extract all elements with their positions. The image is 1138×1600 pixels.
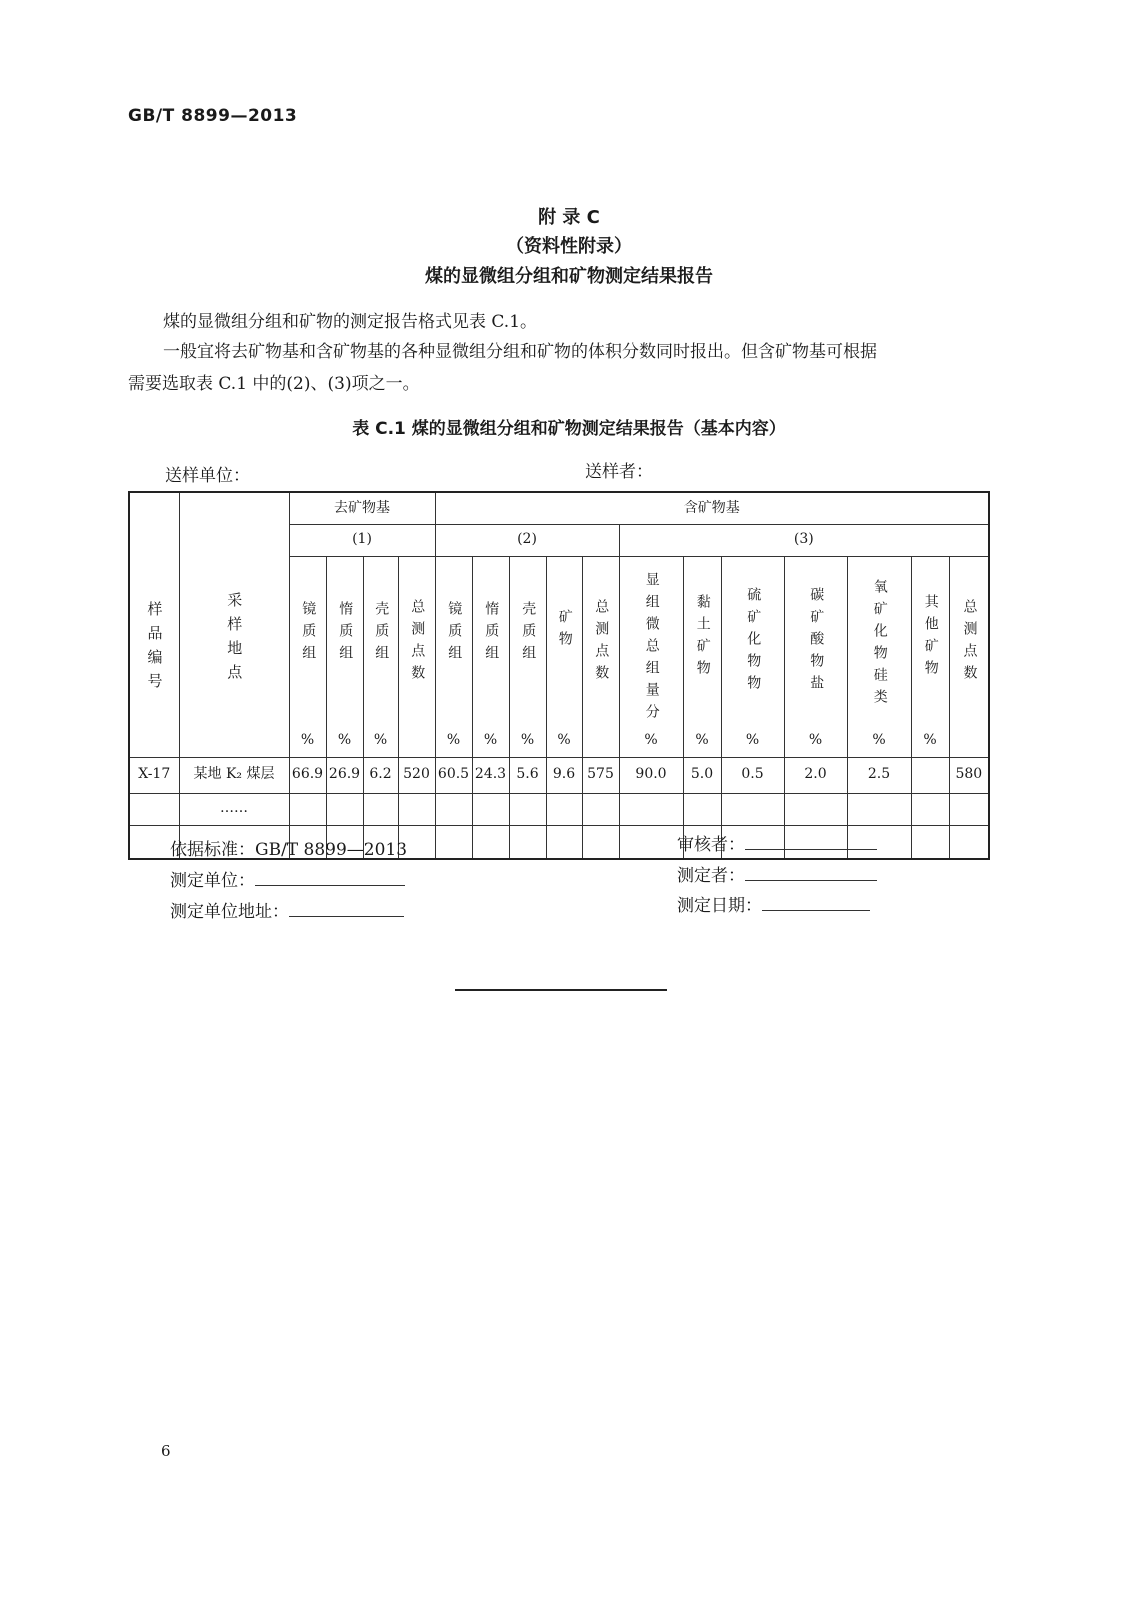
value-cell: 90.0	[619, 757, 683, 793]
paragraph-3: 需要选取表 C.1 中的(2)、(3)项之一。	[128, 374, 420, 394]
test-date-blank	[762, 896, 870, 911]
table-row	[129, 793, 989, 825]
column-header: 硫矿化物物 %	[721, 556, 784, 757]
value-cell	[847, 793, 911, 825]
sub-header-1: (1)	[289, 524, 435, 556]
value-cell	[619, 825, 683, 859]
value-cell: 2.0	[784, 757, 847, 793]
value-cell	[326, 793, 363, 825]
tester-blank	[745, 866, 877, 881]
end-rule	[455, 989, 667, 991]
value-cell	[289, 793, 326, 825]
value-cell	[398, 793, 435, 825]
sender-unit-label: 送样单位：	[165, 466, 250, 486]
value-cell: 520	[398, 757, 435, 793]
test-address-line	[170, 897, 404, 922]
value-cell	[435, 793, 472, 825]
value-cell	[546, 793, 582, 825]
reviewer-blank	[745, 835, 877, 850]
value-cell: 0.5	[721, 757, 784, 793]
value-cell: 60.5	[435, 757, 472, 793]
table-caption: 表 C.1 煤的显微组分组和矿物测定结果报告（基本内容）	[352, 419, 786, 439]
column-header: 矿物 %	[546, 556, 582, 757]
column-header: 总测点数	[398, 556, 435, 757]
sample-no-header: 样品编号	[129, 492, 179, 757]
column-header: 碳矿酸物盐 %	[784, 556, 847, 757]
table-row	[129, 757, 989, 793]
value-cell	[363, 793, 398, 825]
test-unit-blank	[255, 871, 405, 886]
value-cell	[721, 793, 784, 825]
test-unit-line	[170, 866, 405, 891]
column-header: 惰质组 %	[472, 556, 509, 757]
tester-line	[677, 861, 877, 886]
value-cell: 5.6	[509, 757, 546, 793]
test-address-label: 测定单位地址：	[170, 902, 289, 922]
value-cell	[472, 793, 509, 825]
column-header: 镜质组 %	[435, 556, 472, 757]
value-cell: 6.2	[363, 757, 398, 793]
value-cell	[472, 825, 509, 859]
location-header: 采样地点	[179, 492, 289, 757]
test-unit-label: 测定单位：	[170, 871, 255, 891]
value-cell	[949, 793, 989, 825]
value-cell: 2.5	[847, 757, 911, 793]
basis-standard: 依据标准：GB/T 8899—2013	[170, 840, 408, 860]
test-address-blank	[289, 902, 404, 917]
value-cell: 24.3	[472, 757, 509, 793]
value-cell: 575	[582, 757, 619, 793]
value-cell	[509, 825, 546, 859]
test-date-line	[677, 891, 870, 916]
sub-header-2: (2)	[435, 524, 619, 556]
value-cell: 66.9	[289, 757, 326, 793]
value-cell	[435, 825, 472, 859]
location-cell: ……	[179, 793, 289, 825]
column-header: 镜质组 %	[289, 556, 326, 757]
value-cell: 580	[949, 757, 989, 793]
tester-label: 测定者：	[677, 866, 745, 886]
test-date-label: 测定日期：	[677, 896, 762, 916]
standard-number: GB/T 8899—2013	[128, 106, 298, 126]
value-cell	[546, 825, 582, 859]
appendix-title: 附 录 C	[538, 207, 600, 228]
location-cell: 某地 K₂ 煤层	[179, 757, 289, 793]
sender-label: 送样者：	[585, 462, 653, 482]
column-header: 总测点数	[582, 556, 619, 757]
sub-header-3: (3)	[619, 524, 989, 556]
reviewer-label: 审核者：	[677, 835, 745, 855]
column-header: 显组微总组量分 %	[619, 556, 683, 757]
value-cell: 26.9	[326, 757, 363, 793]
column-header: 壳质组 %	[509, 556, 546, 757]
column-header: 惰质组 %	[326, 556, 363, 757]
value-cell	[949, 825, 989, 859]
value-cell	[911, 793, 949, 825]
value-cell	[784, 793, 847, 825]
appendix-name: 煤的显微组分组和矿物测定结果报告	[425, 266, 713, 287]
column-header: 黏土矿物 %	[683, 556, 721, 757]
value-cell	[582, 825, 619, 859]
result-report-table	[128, 491, 990, 860]
value-cell	[582, 793, 619, 825]
sample-no-cell	[129, 793, 179, 825]
column-header: 总测点数	[949, 556, 989, 757]
reviewer-line	[677, 830, 877, 855]
demineral-basis-header: 去矿物基	[289, 492, 435, 524]
value-cell	[619, 793, 683, 825]
appendix-subtitle: （资料性附录）	[506, 236, 632, 257]
value-cell: 5.0	[683, 757, 721, 793]
paragraph-1: 煤的显微组分组和矿物的测定报告格式见表 C.1。	[163, 312, 538, 332]
value-cell	[683, 793, 721, 825]
value-cell: 9.6	[546, 757, 582, 793]
mineral-basis-header: 含矿物基	[435, 492, 989, 524]
paragraph-2: 一般宜将去矿物基和含矿物基的各种显微组分组和矿物的体积分数同时报出。但含矿物基可根据	[163, 342, 877, 362]
value-cell	[509, 793, 546, 825]
column-header: 其他矿物 %	[911, 556, 949, 757]
value-cell	[911, 825, 949, 859]
value-cell	[911, 757, 949, 793]
sample-no-cell: X-17	[129, 757, 179, 793]
page-number: 6	[161, 1442, 171, 1460]
column-header: 氧矿化物硅类 %	[847, 556, 911, 757]
column-header: 壳质组 %	[363, 556, 398, 757]
